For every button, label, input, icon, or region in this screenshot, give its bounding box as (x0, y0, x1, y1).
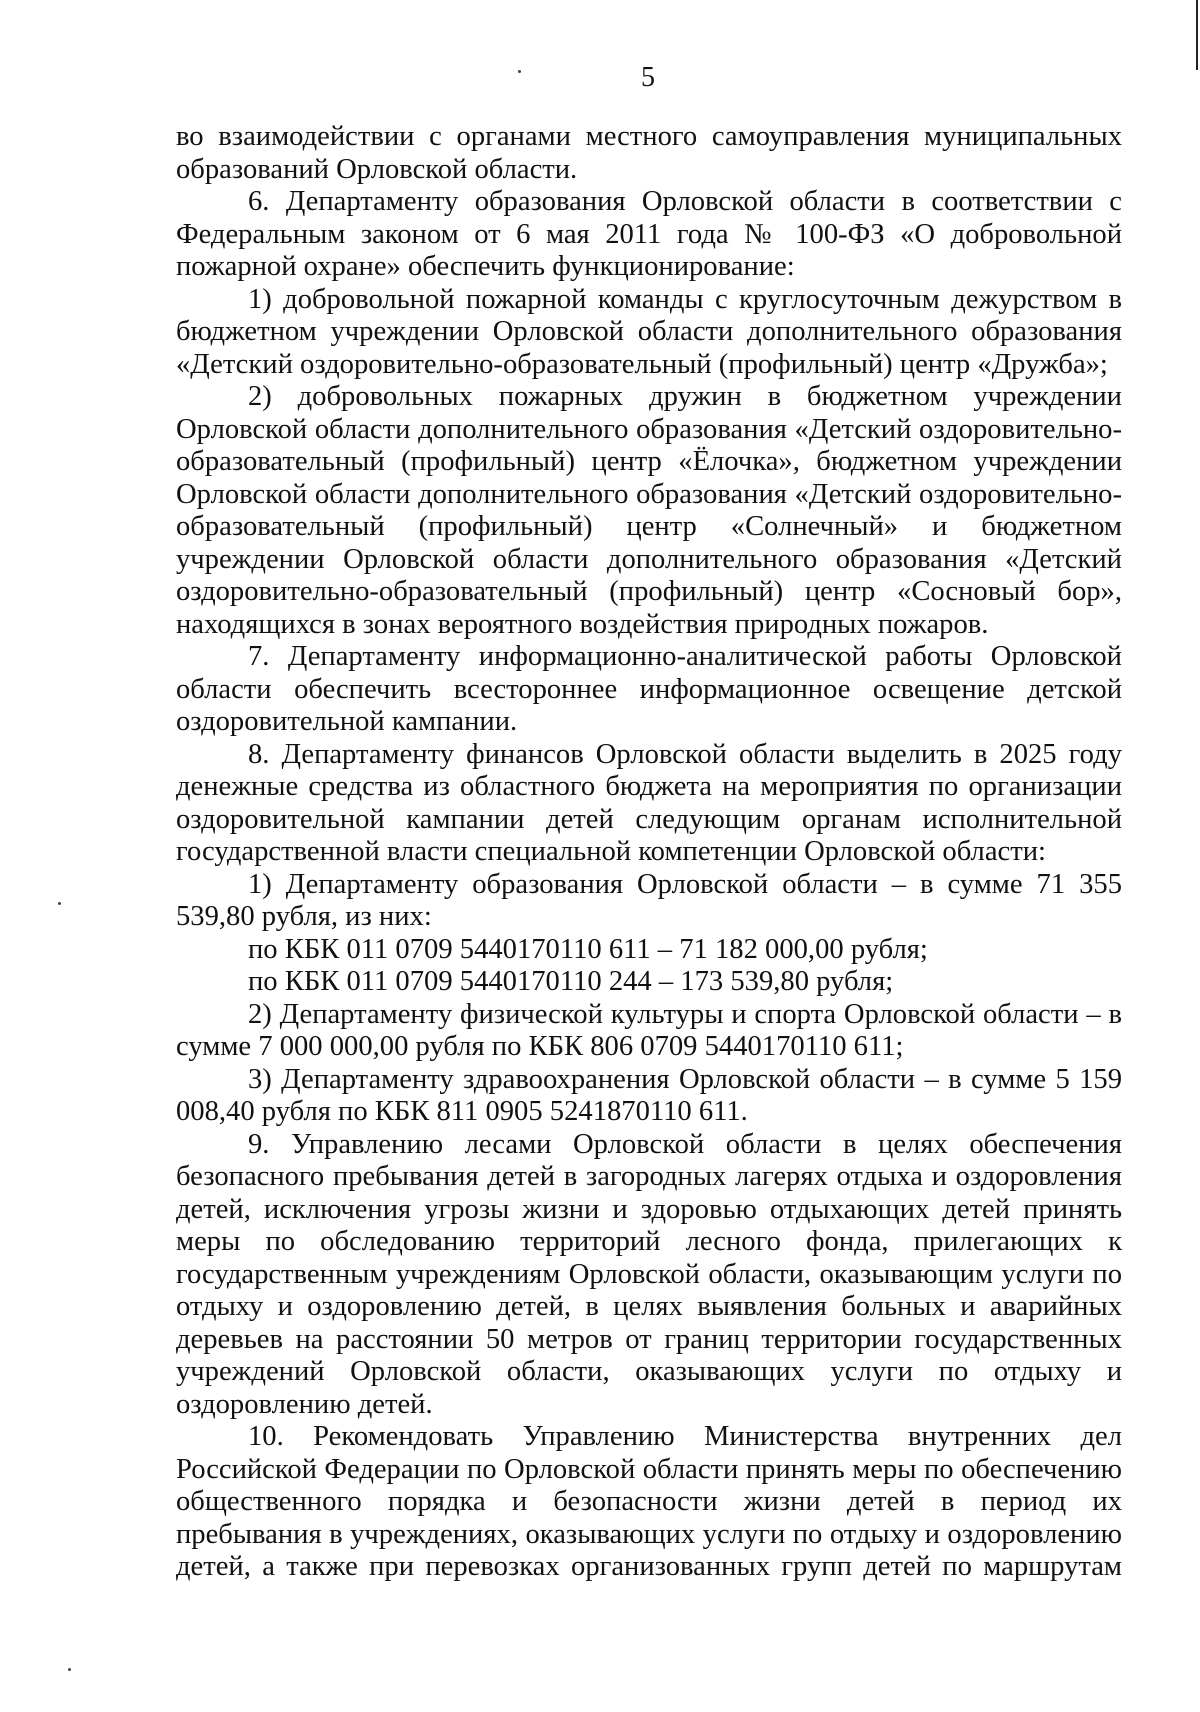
scan-edge-line (1196, 0, 1198, 70)
paragraph-item-10: 10. Рекомендовать Управлению Министерства внутренних дел Российской Федерации по Орловской области принять меры по обеспечению общественного порядка и безопасности жизни детей в период их пребывания в учреждениях, оказывающих услуги по отдыху и оздоровлению детей, а также при перевозках организованных групп детей по маршрутам (176, 1421, 1122, 1582)
paragraph-item-8-1: 1) Департаменту образования Орловской области – в сумме 71 355 539,80 рубля, из них: (176, 868, 1122, 932)
paragraph-item-8-3: 3) Департаменту здравоохранения Орловской области – в сумме 5 159 008,40 рубля по КБК 811 0905 5241870110 611. (176, 1063, 1122, 1127)
paragraph-item-6-1: 1) добровольной пожарной команды с круглосуточным дежурством в бюджетном учреждении Орловской области дополнительного образования «Детский оздоровительно-образовательный (профильный) центр «Дружба»; (176, 283, 1122, 380)
paragraph-kbk-line: по КБК 011 0709 5440170110 244 – 173 539,80 рубля; (248, 966, 894, 997)
scan-speck (58, 902, 61, 905)
paragraph-continuation: во взаимодействии с органами местного самоуправления муниципальных образований Орловской области. (176, 121, 1122, 185)
scan-speck (68, 1668, 71, 1671)
paragraph-item-8: 8. Департаменту финансов Орловской области выделить в 2025 году денежные средства из областного бюджета на мероприятия по организации оздоровительной кампании детей следующим органам исполнительной государственной власти специальной компетенции Орловской области: (176, 738, 1122, 867)
page-number: 5 (641, 62, 655, 93)
paragraph-item-6-2: 2) добровольных пожарных дружин в бюджетном учреждении Орловской области дополнительного образования «Детский оздоровительно-образовательный (профильный) центр «Ёлочка», бюджетном учреждении Орловской области дополнительного образования «Детский оздоровительно-образовательный (профильный) центр «Солнечный» и бюджетном учреждении Орловской области дополнительного образования «Детский оздоровительно-образовательный (профильный) центр «Сосновый бор», находящихся в зонах вероятного воздействия природных пожаров. (176, 381, 1122, 640)
paragraph-item-9: 9. Управлению лесами Орловской области в целях обеспечения безопасного пребывания детей в загородных лагерях отдыха и оздоровления детей, исключения угрозы жизни и здоровью отдыхающих детей принять меры по обследованию территорий лесного фонда, прилегающих к государственным учреждениям Орловской области, оказывающим услуги по отдыху и оздоровлению детей, в целях выявления больных и аварийных деревьев на расстоянии 50 метров от границ территории государственных учреждений Орловской области, оказывающих услуги по отдыху и оздоровлению детей. (176, 1128, 1122, 1420)
document-body (176, 121, 1122, 1584)
paragraph-item-8-2: 2) Департаменту физической культуры и спорта Орловской области – в сумме 7 000 000,00 рубля по КБК 806 0709 5440170110 611; (176, 998, 1122, 1062)
paragraph-item-7: 7. Департаменту информационно-аналитической работы Орловской области обеспечить всестороннее информационное освещение детской оздоровительной кампании. (176, 641, 1122, 737)
paragraph-kbk-line: по КБК 011 0709 5440170110 611 – 71 182 000,00 рубля; (248, 933, 928, 965)
paragraph-item-6: 6. Департаменту образования Орловской области в соответствии с Федеральным законом от 6 мая 2011 года № 100-ФЗ «О добровольной пожарной охране» обеспечить функционирование: (176, 186, 1122, 282)
scan-speck (518, 70, 521, 73)
